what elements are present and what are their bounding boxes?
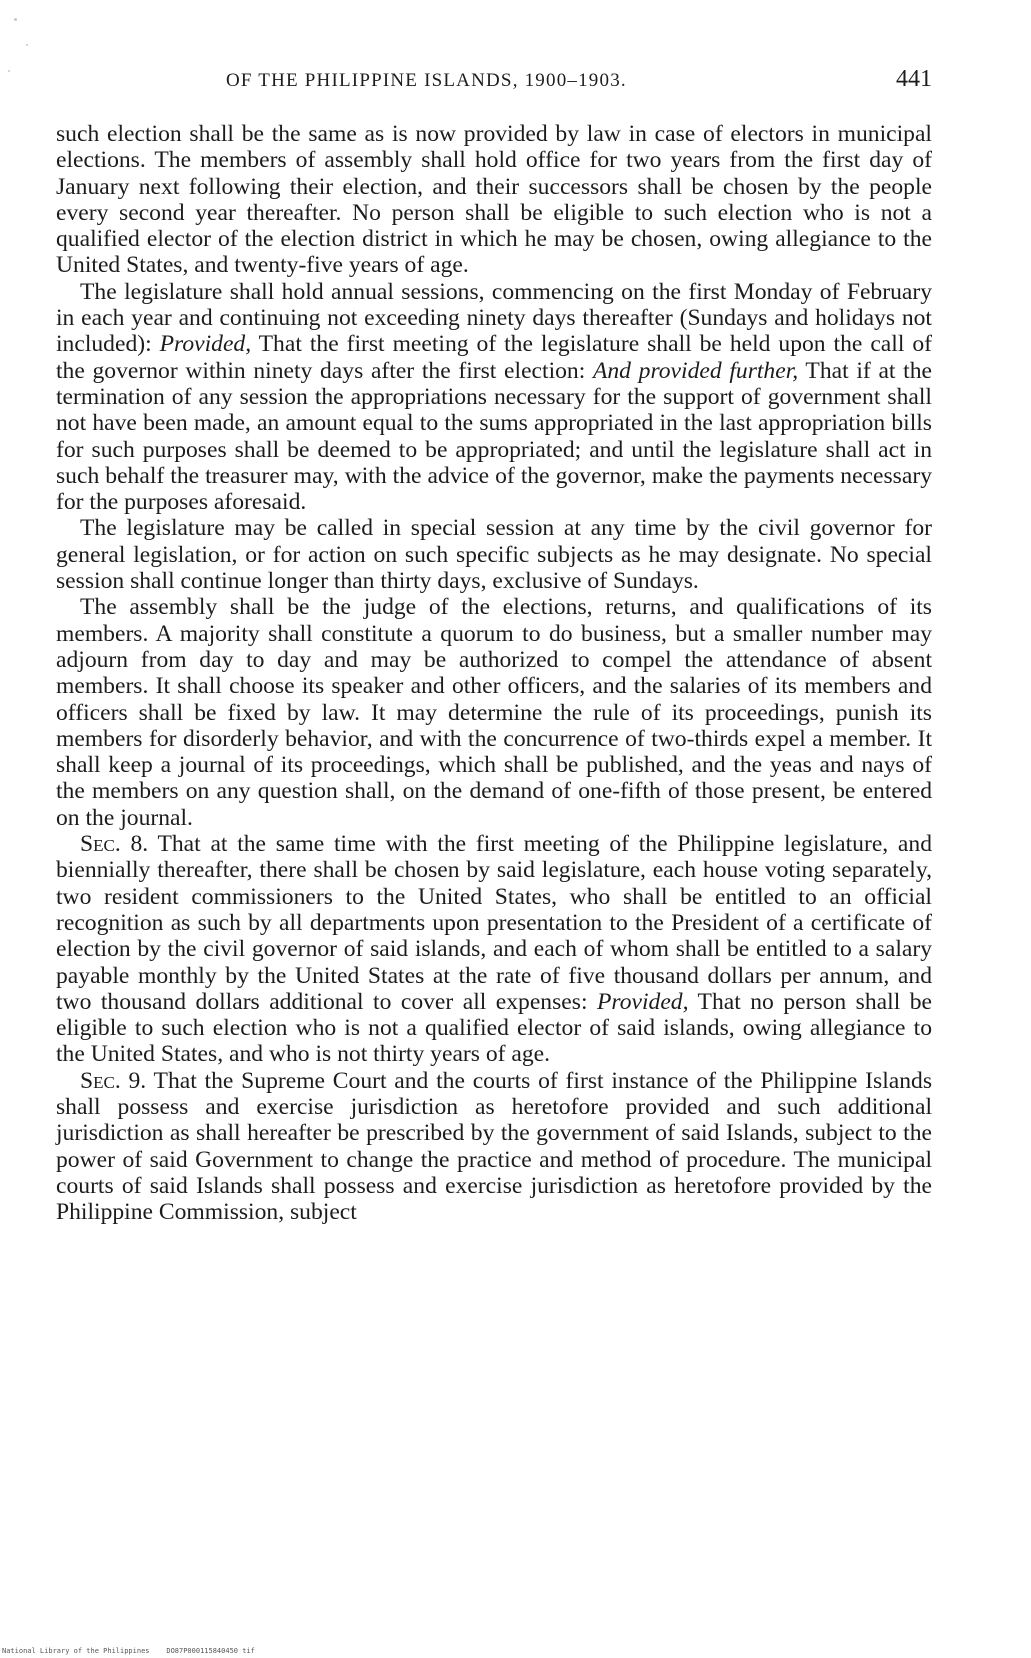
page-number: 441 [896, 66, 932, 92]
paragraph-text: That the first meeting of the legislature shall be held upon the call of the governor within ninety days after the first election: [56, 331, 932, 384]
paragraph-sec-9 [56, 1068, 932, 1226]
body-text [56, 121, 932, 1225]
paragraph-text: That the Supreme Court and the courts of first instance of the Philippine Islands shall possess and exercise jurisdiction as heretofore provided and such additional jurisdiction as shall hereafter be prescribed by the government of said Islands, subject to the power of said Government to change the practice and method of procedure. The municipal courts of said Islands shall possess and exercise jurisdiction as heretofore provided by the Philippine Commission, subject [56, 1067, 933, 1226]
paragraph-text: That at the same time with the first meeting of the Philippine legislature, and biennially thereafter, there shall be chosen by said legislature, each house voting separately, two resident commissioners to the United States, who shall be entitled to an official recognition as such by all departments upon presentation to the President of a certificate of election by the civil governor of said islands, and each of whom shall be entitled to a salary payable monthly by the United States at the rate of five thousand dollars per annum, and two thousand dollars additional to cover all expenses: [56, 831, 932, 1015]
paragraph-sec-8 [56, 831, 932, 1068]
proviso-italic: Provided, [159, 331, 252, 358]
page-header [56, 66, 932, 102]
scan-speck [14, 18, 17, 21]
proviso-italic: And provided further, [592, 357, 799, 384]
section-label: Sec. 8. [80, 831, 149, 858]
paragraph-text: That no person shall be eligible to such election who is not a qualified elector of said islands, owing allegiance to the United States, and who is not thirty years of age. [56, 988, 932, 1068]
scan-speck [8, 70, 10, 72]
section-label: Sec. 9. [80, 1067, 147, 1094]
scan-speck [26, 44, 28, 46]
running-title: OF THE PHILIPPINE ISLANDS, 1900–1903. [226, 70, 627, 91]
proviso-italic: Provided, [596, 988, 689, 1015]
paragraph-special-session: The legislature may be called in special session at any time by the civil governor for general legislation, or for action on such specific subjects as he may designate. No special session shall continue longer than thirty days, exclusive of Sundays. [56, 515, 932, 595]
paragraph-assembly-judge: The assembly shall be the judge of the elections, returns, and qualifications of its members. A majority shall constitute a quorum to do business, but a smaller number may adjourn from day to day and may be authorized to compel the attendance of absent members. It shall choose its speaker and other officers, and the salaries of its members and officers shall be fixed by law. It may determine the rule of its proceedings, punish its members for disorderly behavior, and with the concurrence of two-thirds expel a member. It shall keep a journal of its proceedings, which shall be published, and the yeas and nays of the members on any question shall, on the demand of one-fifth of those present, be entered on the journal. [56, 594, 932, 831]
paragraph-annual-sessions [56, 279, 932, 516]
scan-footer-note: National Library of the Philippines DO87P000115840450 tif [2, 1647, 255, 1655]
paragraph-continuation: such election shall be the same as is now provided by law in case of electors in municipal elections. The members of assembly shall hold office for two years from the first day of January next following their election, and their successors shall be chosen by the people every second year thereafter. No person shall be eligible to such election who is not a qualified elector of the election district in which he may be chosen, owing allegiance to the United States, and twenty-five years of age. [56, 121, 932, 279]
paragraph-text: That if at the termination of any session the appropriations necessary for the support of government shall not have been made, an amount equal to the sums appropriated in the last appropriation bills for such purposes shall be deemed to be appropriated; and until the legislature shall act in such behalf the treasurer may, with the advice of the governor, make the payments necessary for the purposes aforesaid. [56, 357, 932, 516]
paragraph-text: The legislature shall hold annual sessions, commencing on the first Monday of February in each year and continuing not exceeding ninety days thereafter (Sundays and holidays not included): [56, 278, 932, 358]
